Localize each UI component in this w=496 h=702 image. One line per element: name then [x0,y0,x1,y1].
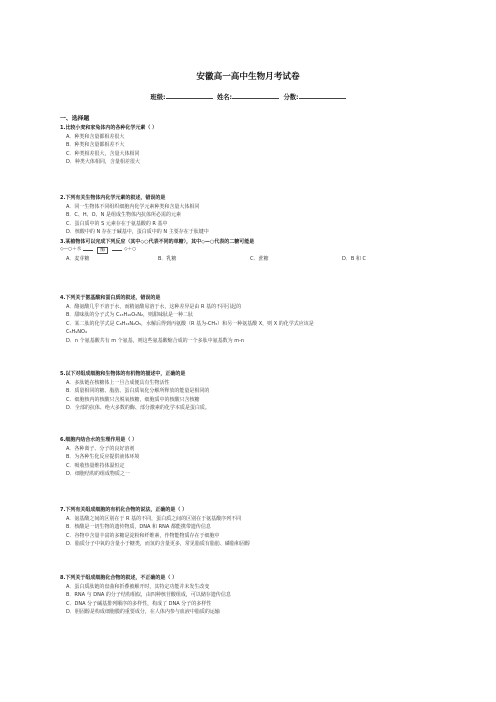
option-c-continued: C₅H₉NO₄ [66,329,87,336]
option-a: A．氨基酸之间的区别在于 R 基的不同，蛋白质之间的区别在于氨基酸序列不同 [66,515,242,522]
question-stem: 3.某植物体可以完成下列反应（其中◇○代表不同的单糖），其中◇—○代表的二糖可能是 [60,239,255,245]
option-d: D．n 个氨基酸共有 m 个氨基，则这些氨基酸缩合成的一个多肽中氨基数为 m-n [66,337,245,344]
option-a: A．酪氨酸几乎不溶于水，而精氨酸易溶于水，这种差异是由 R 基的不同引起的 [66,303,242,310]
option-d: D．细胞结构的组成物质之一 [66,471,130,478]
question-stem: 4.下列关于氨基酸和蛋白质的叙述，错误的是 [60,295,161,301]
option-a: A．各种离子、分子的良好溶剂 [66,445,135,452]
question-stem: 7.下列有关组成细胞的有机化合物的说法，正确的是（ ） [60,507,188,513]
arrow-icon [112,250,122,251]
options-row [60,255,450,264]
name-blank[interactable] [232,92,279,99]
option-d: D．B 和 C [342,255,366,262]
option-a: A．种类和含量都相差很大 [66,133,125,140]
question-stem: 6.细胞内结合水的生理作用是（ ） [60,437,138,443]
option-a: A．同一生物体不同组织细胞内化学元素种类和含量大体相同 [66,203,200,210]
option-c: C．蛋白质中的 S 元素存在于氨基酸的 R 基中 [66,220,168,227]
option-d: D．种类大体相同，含量相差很大 [66,159,140,166]
question-6 [60,436,450,479]
question-3 [60,238,450,263]
question-4 [60,294,450,346]
reaction-diagram [60,247,450,255]
option-b: B．为各种生化反应提供液体环境 [66,454,140,461]
option-d: D．核酸中的 N 存在于碱基中，蛋白质中的 N 主要存在于肽键中 [66,229,209,236]
question-7 [60,506,450,549]
question-8 [60,574,450,617]
option-d: D．全部的抗体、绝大多数的酶、部分激素的化学本质是蛋白质。 [66,405,210,412]
question-5 [60,370,450,413]
class-label: 班级: [150,94,166,101]
question-2 [60,194,450,237]
enzyme-label: 酶 [97,247,108,254]
option-a: A．麦芽糖 [66,255,90,262]
class-blank[interactable] [166,92,213,99]
arrow-icon [83,250,93,251]
option-b: B．种类和含量都相差不大 [66,142,125,149]
option-b: B．甜味肽的分子式为 C₁₃H₁₆O₅N₂，则甜味肽是一种二肽 [66,312,193,319]
option-d: D．胆固醇是构成细胞膜的重要成分，在人体内参与血液中脂质的运输 [66,609,220,616]
question-stem: 2.下列有关生物体内化学元素的叙述，错误的是 [60,195,166,201]
option-a: A．多肽链在核糖体上一旦合成便具有生物活性 [66,379,170,386]
name-label: 姓名: [216,94,233,101]
question-stem: 1.比较小麦和家兔体内的各种化学元素（ ） [60,125,158,131]
option-d: D．脂质分子中氧的含量小于糖类，而氢的含量更多，常见脂质有脂肪、磷脂和固醇 [66,541,250,548]
page-title: 安徽高一高中生物月考试卷 [196,72,300,82]
question-stem: 8.下列关于组成细胞化合物的叙述，不正确的是（ ） [60,575,178,581]
option-b: B．乳糖 [158,255,177,262]
option-c: C．种类相差很大，含量大体相同 [66,150,140,157]
student-info-line [0,92,496,101]
option-b: B．质量相同的糖、脂肪、蛋白质氧化分解所释放的能量是相同的 [66,388,210,395]
option-b: B．核酸是一切生物的遗传物质，DNA 和 RNA 都能携带遗传信息 [66,524,211,531]
reactant-text: ◇—○＋水 [60,247,82,253]
option-b: B．RNA 与 DNA 的分子结构相似，由四种核苷酸组成，可以储存遗传信息 [66,592,231,599]
option-c: C．某二肽的化学式是 C₈H₁₄N₂O₅，水解后得到丙氨酸（R 基为-CH₃）和另一种氨基酸 X，则 X 的化学式应该是 [66,320,314,327]
section-heading: 一、选择题 [60,116,90,122]
option-c: C．细胞核内的核酸只含脱氧核糖，细胞质中的核酸只含核糖 [66,396,200,403]
score-label: 分数: [283,94,299,101]
option-b: B．C、H、O、N 是组成生物体内抗体所必需的元素 [66,212,181,219]
question-1 [60,124,450,167]
option-c: C．吸收热量维持体温恒定 [66,462,125,469]
question-stem: 5.以下对组成细胞和生物体的有机物的描述中，正确的是 [60,371,186,377]
score-blank[interactable] [299,92,346,99]
option-a: A．蛋白质肽链的盘曲和折叠被解开时，其特定功能并未发生改变 [66,583,210,590]
option-c: C．蔗糖 [250,255,269,262]
option-c: C．谷物中含量丰富的多糖是淀粉和纤维素，作物能物质存在于细胞中 [66,532,220,539]
option-c: C．DNA 分子碱基排列顺序的多样性，构成了 DNA 分子的多样性 [66,600,212,607]
product-text: ◇＋○ [123,247,137,253]
